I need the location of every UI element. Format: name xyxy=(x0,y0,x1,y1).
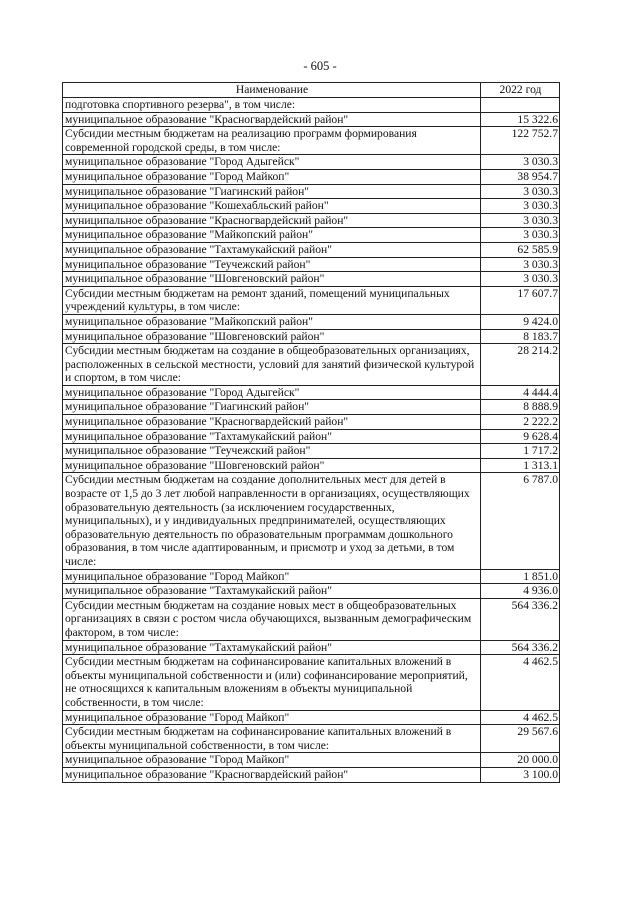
row-name-cell: муниципальное образование "Город Майкоп" xyxy=(63,169,481,184)
row-value-cell: 3 030.3 xyxy=(481,272,560,287)
row-name-cell: муниципальное образование "Красногвардейский район" xyxy=(63,112,481,127)
table-row xyxy=(63,272,560,287)
table-row xyxy=(63,429,560,444)
table-row xyxy=(63,385,560,400)
table-row xyxy=(63,228,560,243)
row-name-cell: муниципальное образование "Город Адыгейск" xyxy=(63,385,481,400)
row-value-cell: 4 462.5 xyxy=(481,655,560,710)
row-value-cell: 122 752.7 xyxy=(481,127,560,155)
table-row xyxy=(63,184,560,199)
header-year: 2022 год xyxy=(481,83,560,98)
row-value-cell: 62 585.9 xyxy=(481,242,560,257)
row-value-cell: 9 424.0 xyxy=(481,314,560,329)
table-row xyxy=(63,169,560,184)
row-value-cell: 3 030.3 xyxy=(481,155,560,170)
row-value-cell: 6 787.0 xyxy=(481,473,560,569)
row-value-cell: 3 100.0 xyxy=(481,767,560,782)
row-value-cell: 15 322.6 xyxy=(481,112,560,127)
table-row xyxy=(63,584,560,599)
row-name-cell: Субсидии местным бюджетам на ремонт зданий, помещений муниципальных учреждений культуры, в том числе: xyxy=(63,286,481,314)
row-name-cell: муниципальное образование "Шовгеновский район" xyxy=(63,458,481,473)
table-row xyxy=(63,415,560,430)
row-value-cell: 3 030.3 xyxy=(481,213,560,228)
row-name-cell: муниципальное образование "Шовгеновский район" xyxy=(63,272,481,287)
table-row xyxy=(63,655,560,710)
row-value-cell: 2 222.2 xyxy=(481,415,560,430)
row-value-cell: 1 717.2 xyxy=(481,444,560,459)
table-row xyxy=(63,473,560,569)
row-value-cell: 8 888.9 xyxy=(481,400,560,415)
row-name-cell: муниципальное образование "Город Майкоп" xyxy=(63,569,481,584)
table-header-row xyxy=(63,83,560,98)
row-value-cell: 3 030.3 xyxy=(481,184,560,199)
row-name-cell: Субсидии местным бюджетам на создание новых мест в общеобразовательных организациях в связи с ростом числа обучающихся, вызванным демографическим фактором, в том числе: xyxy=(63,598,481,640)
row-value-cell: 3 030.3 xyxy=(481,228,560,243)
row-name-cell: Субсидии местным бюджетам на софинансирование капитальных вложений в объекты муниципальной собственности, в том числе: xyxy=(63,725,481,753)
row-value-cell: 1 313.1 xyxy=(481,458,560,473)
row-value-cell: 1 851.0 xyxy=(481,569,560,584)
page-number: - 605 - xyxy=(303,59,337,73)
table-row xyxy=(63,213,560,228)
row-name-cell: Субсидии местным бюджетам на софинансирование капитальных вложений в объекты муниципальной собственности и (или) софинансирование мероприятий, не относящихся к капитальным вложениям в объекты муниципальной собственности, в том числе: xyxy=(63,655,481,710)
row-name-cell: Субсидии местным бюджетам на создание в общеобразовательных организациях, расположенных в сельской местности, условий для занятий физической культурой и спортом, в том числе: xyxy=(63,344,481,386)
row-name-cell: муниципальное образование "Тахтамукайский район" xyxy=(63,242,481,257)
row-name-cell: муниципальное образование "Шовгеновский район" xyxy=(63,329,481,344)
row-value-cell: 9 628.4 xyxy=(481,429,560,444)
table-row xyxy=(63,98,560,113)
row-value-cell: 8 183.7 xyxy=(481,329,560,344)
row-value-cell: 28 214.2 xyxy=(481,344,560,386)
row-value-cell: 17 607.7 xyxy=(481,286,560,314)
row-name-cell: муниципальное образование "Тахтамукайский район" xyxy=(63,584,481,599)
row-name-cell: муниципальное образование "Красногвардейский район" xyxy=(63,415,481,430)
row-value-cell: 4 936.0 xyxy=(481,584,560,599)
row-name-cell: муниципальное образование "Город Адыгейск" xyxy=(63,155,481,170)
row-value-cell: 4 462.5 xyxy=(481,710,560,725)
table-row xyxy=(63,127,560,155)
table-row xyxy=(63,640,560,655)
row-name-cell: муниципальное образование "Красногвардейский район" xyxy=(63,213,481,228)
row-name-cell: муниципальное образование "Город Майкоп" xyxy=(63,710,481,725)
table-row xyxy=(63,710,560,725)
row-value-cell: 20 000.0 xyxy=(481,753,560,768)
row-name-cell: Субсидии местным бюджетам на создание дополнительных мест для детей в возрасте от 1,5 до 3 лет любой направленности в организациях, осуществляющих образовательную деятельность (за исключением государственных, муниципальных), и у индивидуальных предпринимателей, осуществляющих образовательную деятельность по образовательным программам дошкольного образования, в том числе адаптированным, и присмотр и уход за детьми, в том числе: xyxy=(63,473,481,569)
row-name-cell: муниципальное образование "Гиагинский район" xyxy=(63,400,481,415)
table-row xyxy=(63,155,560,170)
row-value-cell: 3 030.3 xyxy=(481,257,560,272)
row-name-cell: муниципальное образование "Кошехабльский район" xyxy=(63,199,481,214)
row-name-cell: Субсидии местным бюджетам на реализацию программ формирования современной городской среды, в том числе: xyxy=(63,127,481,155)
row-name-cell: муниципальное образование "Тахтамукайский район" xyxy=(63,640,481,655)
row-name-cell: муниципальное образование "Город Майкоп" xyxy=(63,753,481,768)
row-value-cell xyxy=(481,98,560,113)
table-row xyxy=(63,286,560,314)
table-row xyxy=(63,598,560,640)
table-row xyxy=(63,725,560,753)
row-name-cell: муниципальное образование "Майкопский район" xyxy=(63,314,481,329)
table-row xyxy=(63,444,560,459)
row-name-cell: муниципальное образование "Майкопский район" xyxy=(63,228,481,243)
row-value-cell: 564 336.2 xyxy=(481,640,560,655)
row-value-cell: 38 954.7 xyxy=(481,169,560,184)
table-row xyxy=(63,314,560,329)
table-row xyxy=(63,569,560,584)
row-name-cell: муниципальное образование "Гиагинский район" xyxy=(63,184,481,199)
table-row xyxy=(63,767,560,782)
row-name-cell: муниципальное образование "Красногвардейский район" xyxy=(63,767,481,782)
table-body xyxy=(63,98,560,783)
row-value-cell: 3 030.3 xyxy=(481,199,560,214)
table-row xyxy=(63,753,560,768)
row-value-cell: 29 567.6 xyxy=(481,725,560,753)
table-row xyxy=(63,458,560,473)
row-name-cell: подготовка спортивного резерва", в том числе: xyxy=(63,98,481,113)
table-row xyxy=(63,400,560,415)
table-row xyxy=(63,242,560,257)
budget-table xyxy=(62,82,560,783)
row-name-cell: муниципальное образование "Тахтамукайский район" xyxy=(63,429,481,444)
table-row xyxy=(63,344,560,386)
table-row xyxy=(63,257,560,272)
row-name-cell: муниципальное образование "Теучежский район" xyxy=(63,444,481,459)
header-name: Наименование xyxy=(63,83,481,98)
row-value-cell: 564 336.2 xyxy=(481,598,560,640)
table-row xyxy=(63,199,560,214)
row-value-cell: 4 444.4 xyxy=(481,385,560,400)
row-name-cell: муниципальное образование "Теучежский район" xyxy=(63,257,481,272)
table-row xyxy=(63,329,560,344)
table-row xyxy=(63,112,560,127)
